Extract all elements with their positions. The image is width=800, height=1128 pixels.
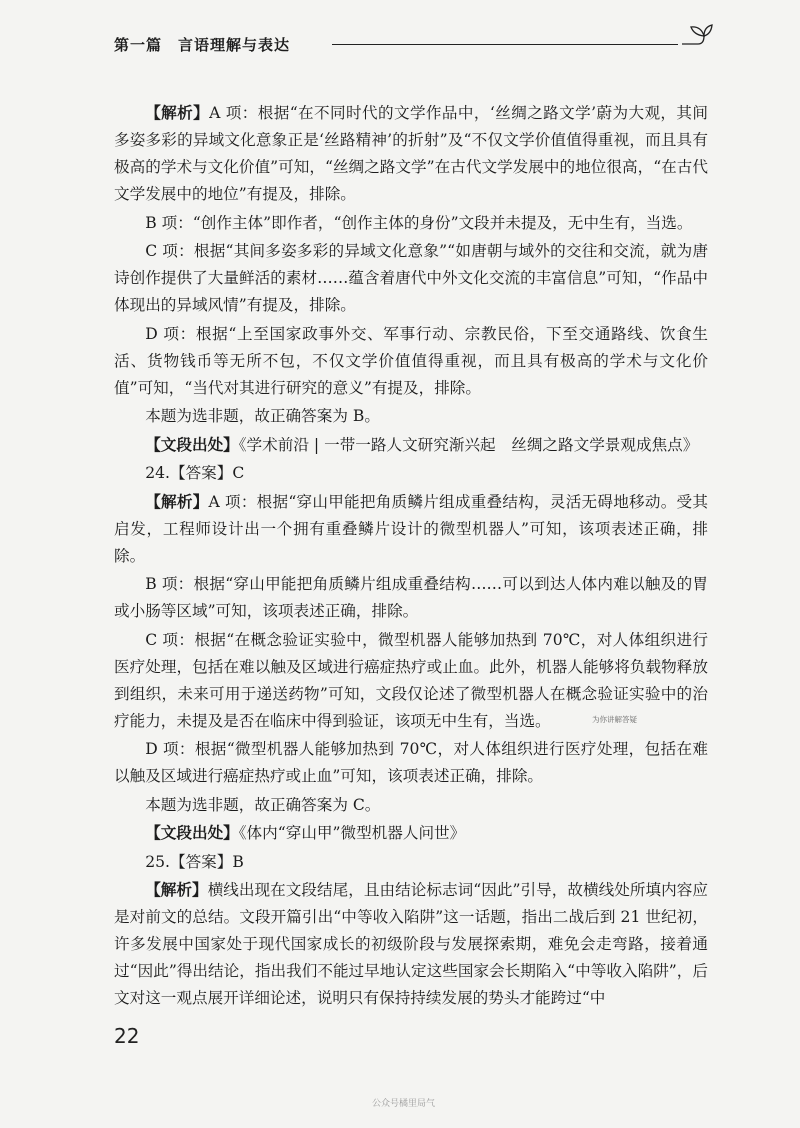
explanation-paragraph	[114, 792, 708, 819]
paragraph-text: D 项：根据“微型机器人能够加热到 70℃，对人体组织进行医疗处理，包括在难以触及区域进行癌症热疗或止血”可知，该项表述正确，排除。	[114, 740, 708, 785]
paragraph-text: 本题为选非题，故正确答案为 B。	[145, 407, 380, 425]
running-header	[114, 28, 714, 58]
paragraph-text: 25.【答案】B	[145, 852, 244, 871]
explanation-paragraph	[114, 877, 708, 1012]
paragraph-text: B 项：根据“穿山甲能把角质鳞片组成重叠结构……可以到达人体内难以触及的胃或小肠等区域”可知，该项表述正确，排除。	[114, 575, 708, 620]
explanation-paragraph	[114, 238, 708, 319]
paragraph-text: A 项：根据“在不同时代的文学作品中，‘丝绸之路文学’蔚为大观，其间多姿多彩的异域文化意象正是‘丝路精神’的折射”及“不仅文学价值值得重视，而且具有极高的学术与文化价值”可知，“丝绸之路文学”在古代文学发展中的地位很高，“在古代文学发展中的地位”有提及，排除。	[114, 104, 708, 203]
page-number: 22	[114, 1024, 140, 1048]
answer-line	[114, 849, 708, 876]
label-source: 【文段出处】	[145, 435, 239, 454]
header-rule	[332, 44, 678, 45]
paragraph-text: A 项：根据“穿山甲能把角质鳞片组成重叠结构，灵活无碍地移动。受其启发，工程师设计出一个拥有重叠鳞片设计的微型机器人”可知，该项表述正确，排除。	[114, 492, 708, 565]
answer-explanations	[114, 100, 708, 1014]
paragraph-text: C 项：根据“其间多姿多彩的异域文化意象”“如唐朝与域外的交往和交流，就为唐诗创作提供了大量鲜活的素材……蕴含着唐代中外文化交流的丰富信息”可知，“作品中体现出的异域风情”有提及，排除。	[114, 242, 708, 314]
label-source: 【文段出处】	[145, 824, 239, 842]
explanation-paragraph	[114, 100, 708, 208]
explanation-paragraph	[114, 736, 708, 790]
paragraph-text: 《体内“穿山甲”微型机器人问世》	[238, 824, 466, 842]
source-paragraph	[114, 820, 708, 847]
section-title: 第一篇 言语理解与表达	[114, 36, 291, 54]
paragraph-text: B 项：“创作主体”即作者，“创作主体的身份”文段并未提及，无中生有，当选。	[145, 213, 693, 232]
paragraph-text: D 项：根据“上至国家政事外交、军事行动、宗教民俗，下至交通路线、饮食生活、货物钱币等无所不包，不仅文学价值值得重视，而且具有极高的学术与文化价值”可知，“当代对其进行研究的意义”有提及，排除。	[114, 324, 708, 397]
explanation-paragraph	[114, 210, 708, 237]
paragraph-text: C 项：根据“在概念验证实验中，微型机器人能够加热到 70℃，对人体组织进行医疗处理，包括在难以触及区域进行癌症热疗或止血。此外，机器人能够将负载物释放到组织，未来可用于递送药物”可知，文段仅论述了微型机器人在概念验证实验中的治疗能力，未提及是否在临床中得到验证，该项无中生有，当选。	[114, 630, 708, 730]
label-analysis: 【解析】	[145, 492, 209, 511]
sprout-icon	[678, 20, 718, 64]
paragraph-text: 本题为选非题，故正确答案为 C。	[145, 795, 381, 814]
explanation-paragraph	[114, 489, 708, 570]
watermark: 公众号橘里局气	[372, 1099, 436, 1109]
source-paragraph	[114, 432, 708, 459]
label-analysis: 【解析】	[145, 104, 210, 122]
explanation-paragraph	[114, 321, 708, 402]
paragraph-text: 横线出现在文段结尾，且由结论标志词“因此”引导，故横线处所填内容应是对前文的总结。文段开篇引出“中等收入陷阱”这一话题，指出二战后到 21 世纪初，许多发展中国家处于现代国家成长的初级阶段与发展探索期，难免会走弯路，接着通过“因此”得出结论，指出我们不能过早地认定这些国家会长期陷入“中等收入陷阱”，后文对这一观点展开详细论述，说明只有保持持续发展的势头才能跨过“中	[114, 881, 708, 1007]
paragraph-text: 24.【答案】C	[145, 464, 245, 482]
stamp-mark: 为你讲解答疑	[592, 715, 637, 724]
paragraph-text: 《学术前沿 | 一带一路人文研究渐兴起 丝绸之路文学景观成焦点》	[238, 435, 699, 454]
explanation-paragraph	[114, 403, 708, 430]
label-analysis: 【解析】	[145, 881, 208, 899]
explanation-paragraph	[114, 571, 708, 625]
answer-line	[114, 460, 708, 487]
